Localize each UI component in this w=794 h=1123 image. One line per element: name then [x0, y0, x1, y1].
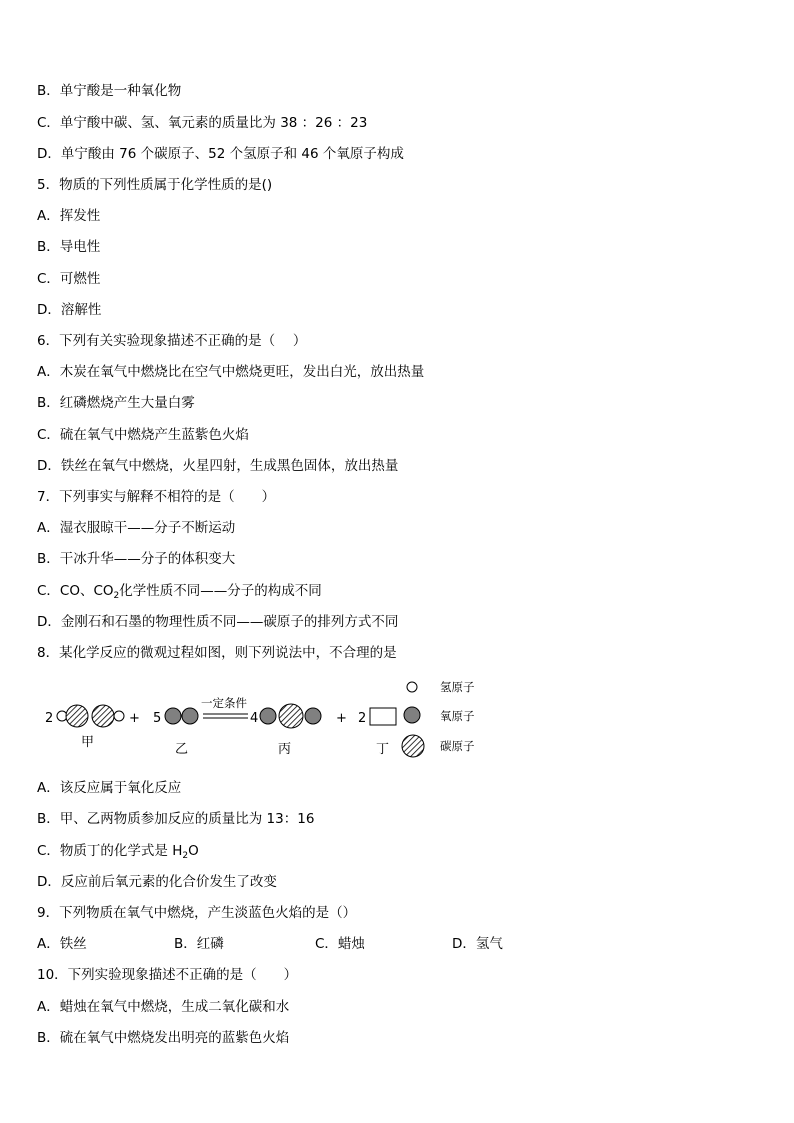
- q8c-text-post: O: [188, 843, 199, 859]
- q9-option-b: B．红磷: [174, 936, 224, 952]
- q8-option-d: D．反应前后氧元素的化合价发生了改变: [37, 874, 277, 890]
- label-yi: 乙: [175, 742, 189, 757]
- q6-option-b: B．红磷燃烧产生大量白雾: [37, 395, 195, 411]
- q5-option-c: C．可燃性: [37, 271, 101, 287]
- q7-option-d: D．金刚石和石墨的物理性质不同——碳原子的排列方式不同: [37, 614, 399, 630]
- q10-option-a: A．蜡烛在氧气中燃烧，生成二氧化碳和水: [37, 999, 290, 1015]
- q10-option-b: B．硫在氧气中燃烧发出明亮的蓝紫色火焰: [37, 1030, 290, 1046]
- label-jia: 甲: [81, 735, 95, 750]
- question-5: 5．物质的下列性质属于化学性质的是(): [37, 177, 273, 193]
- q6-option-c: C．硫在氧气中燃烧产生蓝紫色火焰: [37, 427, 249, 443]
- legend-c-label: 碳原子: [440, 739, 475, 753]
- q7-option-a: A．湿衣服晾干——分子不断运动: [37, 520, 236, 536]
- q9-options-row: [37, 935, 537, 953]
- jia-c-atom-1: [66, 705, 88, 727]
- plus-2: +: [336, 711, 347, 726]
- yi-o-atom-1: [165, 708, 181, 724]
- q8c-subscript: 2: [182, 851, 189, 861]
- reaction-diagram: [40, 674, 490, 770]
- q5-option-b: B．导电性: [37, 239, 101, 255]
- jia-c-atom-2: [92, 705, 114, 727]
- q8c-text-pre: C．物质丁的化学式是 H: [37, 843, 183, 859]
- bing-o-atom-right: [305, 708, 321, 724]
- coef-bing: 4: [250, 711, 259, 726]
- q7-option-c: [37, 582, 322, 600]
- line-d-atom-count: D．单宁酸由 76 个碳原子、52 个氢原子和 46 个氧原子构成: [37, 146, 404, 162]
- line-c-mass-ratio: C．单宁酸中碳、氢、氧元素的质量比为 38 ：26 ：23: [37, 115, 368, 131]
- q8-option-a: A．该反应属于氧化反应: [37, 780, 182, 796]
- label-bing: 丙: [278, 742, 292, 757]
- jia-h-atom-right: [114, 711, 124, 721]
- q8-option-c: [37, 842, 199, 860]
- plus-1: +: [129, 711, 140, 726]
- q8-option-b: B．甲、乙两物质参加反应的质量比为 13：16: [37, 811, 315, 827]
- coef-jia: 2: [45, 711, 54, 726]
- q7c-subscript: 2: [113, 591, 120, 601]
- q6-option-d: D．铁丝在氧气中燃烧，火星四射，生成黑色固体，放出热量: [37, 458, 399, 474]
- legend-h-icon: [407, 682, 417, 692]
- bing-o-atom-left: [260, 708, 276, 724]
- label-ding: 丁: [376, 742, 390, 757]
- legend-h-label: 氢原子: [440, 680, 475, 694]
- q9-option-c: C．蜡烛: [315, 936, 365, 952]
- question-10: 10．下列实验现象描述不正确的是（ ）: [37, 967, 298, 983]
- question-7: 7．下列事实与解释不相符的是（ ）: [37, 489, 276, 505]
- q9-option-d: D．氢气: [452, 936, 503, 952]
- yi-o-atom-2: [182, 708, 198, 724]
- q6-option-a: A．木炭在氧气中燃烧比在空气中燃烧更旺，发出白光，放出热量: [37, 364, 425, 380]
- legend-o-label: 氧原子: [440, 709, 475, 723]
- question-8: 8．某化学反应的微观过程如图，则下列说法中，不合理的是: [37, 645, 397, 661]
- coef-ding: 2: [358, 711, 367, 726]
- q9-option-a: A．铁丝: [37, 936, 87, 952]
- q7-option-b: B．干冰升华——分子的体积变大: [37, 551, 236, 567]
- question-9: 9．下列物质在氧气中燃烧，产生淡蓝色火焰的是（）: [37, 905, 357, 921]
- q5-option-a: A．挥发性: [37, 208, 101, 224]
- legend-c-icon: [402, 735, 424, 757]
- reaction-condition: 一定条件: [201, 696, 247, 710]
- q7c-text-post: 化学性质不同——分子的构成不同: [119, 583, 322, 599]
- bing-c-atom: [279, 704, 303, 728]
- line-b-tannic-oxide: B．单宁酸是一种氧化物: [37, 83, 182, 99]
- question-6: 6．下列有关实验现象描述不正确的是（ ）: [37, 333, 307, 349]
- coef-yi: 5: [153, 711, 162, 726]
- ding-unknown-box: [370, 708, 396, 725]
- legend-o-icon: [404, 707, 420, 723]
- q5-option-d: D．溶解性: [37, 302, 102, 318]
- q7c-text-pre: C．CO、CO: [37, 583, 114, 599]
